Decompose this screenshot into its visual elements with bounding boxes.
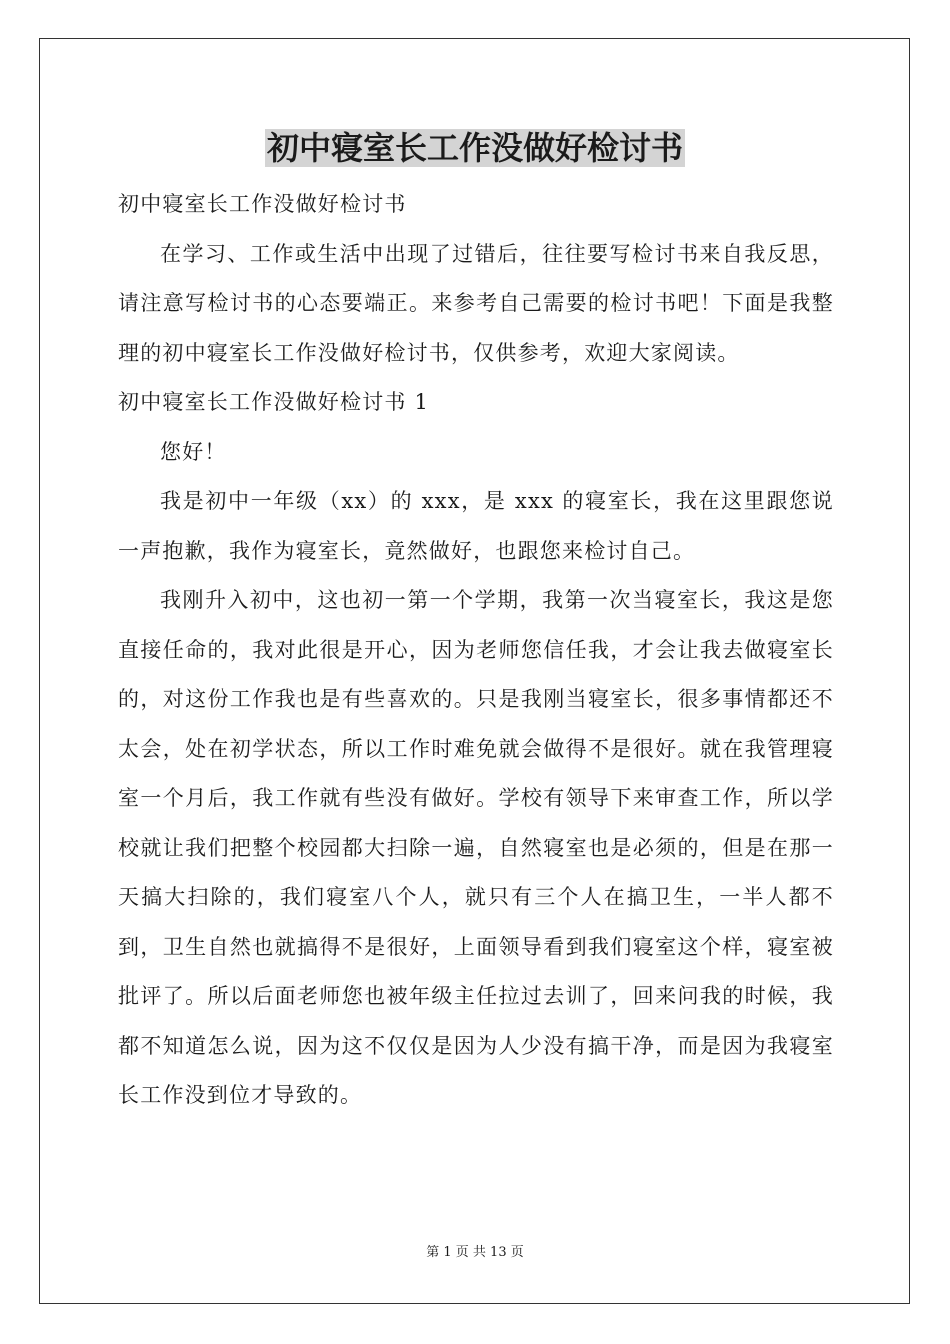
section-heading: 初中寝室长工作没做好检讨书 1 <box>118 390 430 414</box>
document-title <box>0 126 950 170</box>
subtitle-paragraph: 初中寝室长工作没做好检讨书 <box>118 192 407 216</box>
body-paragraph: 我是初中一年级（xx）的 xxx，是 xxx 的寝室长，我在这里跟您说一声抱歉，我作为寝室长，竟然做好，也跟您来检讨自己。 <box>118 489 834 563</box>
document-body <box>118 180 834 1121</box>
intro-paragraph: 在学习、工作或生活中出现了过错后，往往要写检讨书来自我反思，请注意写检讨书的心态要端正。来参考自己需要的检讨书吧！下面是我整理的初中寝室长工作没做好检讨书，仅供参考，欢迎大家阅读。 <box>118 241 834 365</box>
document-title-text: 初中寝室长工作没做好检讨书 <box>266 129 683 167</box>
page-footer: 第 1 页 共 13 页 <box>426 1245 524 1260</box>
body-paragraph: 我刚升入初中，这也初一第一个学期，我第一次当寝室长，我这是您直接任命的，我对此很是开心，因为老师您信任我，才会让我去做寝室长的，对这份工作我也是有些喜欢的。只是我刚当寝室长，很多事情都还不太会，处在初学状态，所以工作时难免就会做得不是很好。就在我管理寝室一个月后，我工作就有些没有做好。学校有领导下来审查工作，所以学校就让我们把整个校园都大扫除一遍，自然寝室也是必须的，但是在那一天搞大扫除的，我们寝室八个人，就只有三个人在搞卫生，一半人都不到，卫生自然也就搞得不是很好，上面领导看到我们寝室这个样，寝室被批评了。所以后面老师您也被年级主任拉过去训了，回来问我的时候，我都不知道怎么说，因为这不仅仅是因为人少没有搞干净，而是因为我寝室长工作没到位才导致的。 <box>118 588 834 1107</box>
greeting-paragraph: 您好！ <box>160 439 227 464</box>
